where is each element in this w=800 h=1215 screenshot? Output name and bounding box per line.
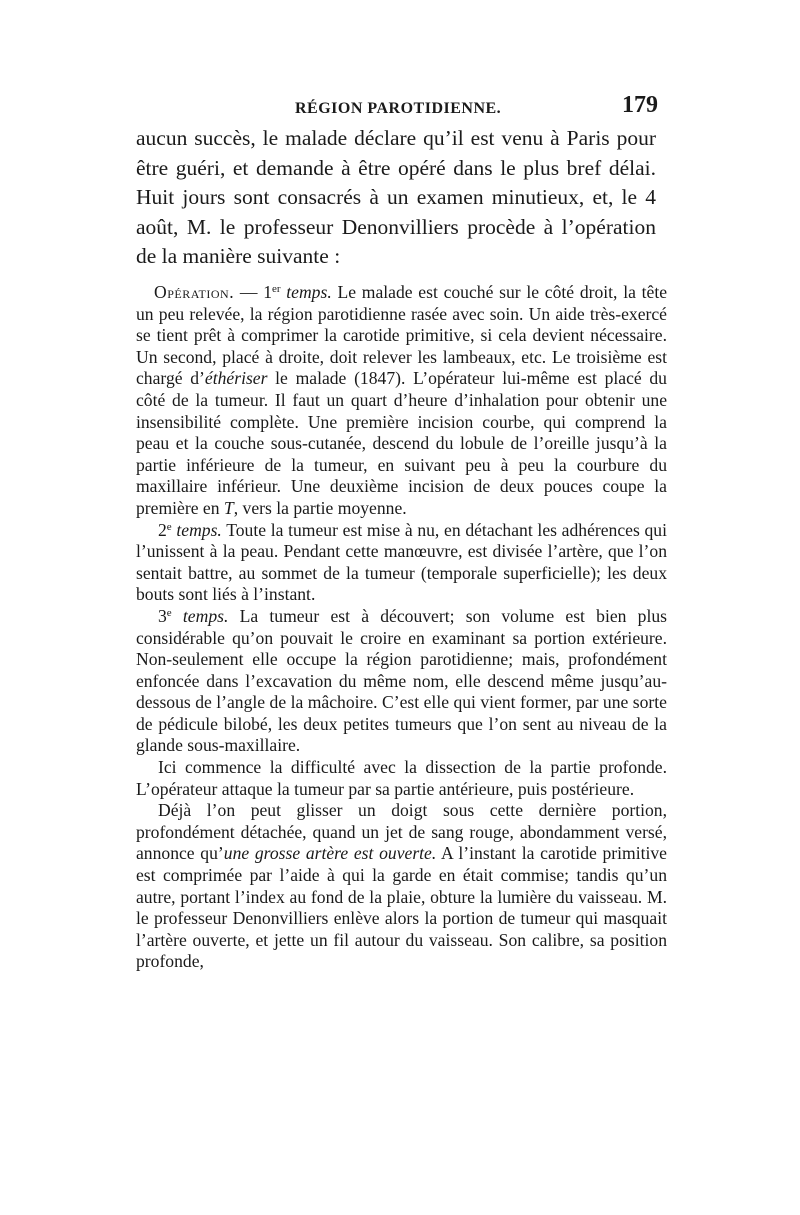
deja-paragraph xyxy=(136,800,667,973)
step1-t: T xyxy=(223,497,234,518)
step2-label: temps. xyxy=(176,519,222,540)
step1-label: temps. xyxy=(286,282,332,302)
deja-emphasis: une grosse artère est ouverte. xyxy=(223,843,437,864)
step1-text-b: le malade (1847). L’opérateur lui-même est placé du côté de la tumeur. Il faut un quart d’heure d’inhalation pour obtenir une insensibilité complète. Une première incision courbe, qui comprend la peau et la couche sous-cutanée, descend du lobule de l’oreille jusqu’à la partie inférieure de la tumeur, en suivant peu à peu la courbure du maxillaire inférieur. Une deuxième incision de deux pouces coupe la première en xyxy=(136,368,667,518)
operation-heading: Opération. xyxy=(154,282,235,302)
step1-text-c: , vers la partie moyenne. xyxy=(233,497,407,518)
heading-dash: — xyxy=(234,282,264,302)
running-head xyxy=(135,92,660,126)
step3-paragraph xyxy=(136,606,667,757)
step3-text: La tumeur est à découvert; son volume est bien plus considérable qu’on pouvait le croire en examinant sa portion extérieure. Non-seulement elle occupe la région parotidienne; mais, profondément enfoncée dans l’excavation du même nom, elle descend même jusqu’au-dessous de l’angle de la mâchoire. C’est elle qui vient former, par une sorte de pédicule bilobé, les deux petites tumeurs que l’on sent au niveau de la glande sous-maxillaire. xyxy=(136,605,667,756)
step1-sup: er xyxy=(271,283,281,295)
deja-text-a: Déjà l’on peut glisser un doigt sous cette dernière portion, profondément détachée, quand un jet de sang rouge, abondamment versé, annonce qu’ xyxy=(136,800,667,864)
step1-paragraph xyxy=(136,282,667,520)
step1-text-a: Le malade est couché sur le côté droit, la tête un peu relevée, la région parotidienne rasée avec soin. Un aide très-exercé se tient prêt à comprimer la carotide primitive, si cela devient nécessaire. Un second, placé à droite, doit relever les lambeaux, etc. Le troisième est chargé d’ xyxy=(136,282,668,389)
intro-text: aucun succès, le malade déclare qu’il est venu à Paris pour être guéri, et demande à être opéré dans le plus bref délai. Huit jours sont consacrés à un examen minutieux, et, le 4 août, M. le professeur Denonvilliers procède à l’opération de la manière suivante : xyxy=(136,126,656,268)
step2-text: Toute la tumeur est mise à nu, en détachant les adhérences qui l’unissent à la peau. Pendant cette manœuvre, est divisée l’artère, que l’on sentait battre, au sommet de la tumeur (temporale superficielle); les deux bouts sont liés à l’instant. xyxy=(136,519,667,605)
intro-paragraph xyxy=(136,124,656,272)
step2-number: 2 xyxy=(158,519,167,540)
running-title: RÉGION PAROTIDIENNE. xyxy=(295,100,502,117)
difficulty-paragraph: Ici commence la difficulté avec la dissection de la partie profonde. L’opérateur attaque la tumeur par sa partie antérieure, puis postérieure. xyxy=(136,757,667,799)
page-number: 179 xyxy=(622,92,658,118)
step3-label: temps. xyxy=(182,605,229,626)
step1-number: 1 xyxy=(263,282,272,302)
operation-section xyxy=(136,282,667,973)
step1-ether: éthériser xyxy=(204,368,268,389)
deja-text-b: A l’instant la carotide primitive est comprimée par l’aide à qui la garde en était commise; tandis qu’un autre, portant l’index au fond de la plaie, obture la lumière du vaisseau. M. le professeur Denonvilliers enlève alors la portion de tumeur qui masquait l’artère ouverte, et jette un fil autour du vaisseau. Son calibre, sa position profonde, xyxy=(136,843,667,972)
step3-number: 3 xyxy=(158,605,167,626)
step2-paragraph xyxy=(136,520,667,606)
step3-sup: e xyxy=(166,606,172,619)
step2-sup: e xyxy=(166,520,172,533)
